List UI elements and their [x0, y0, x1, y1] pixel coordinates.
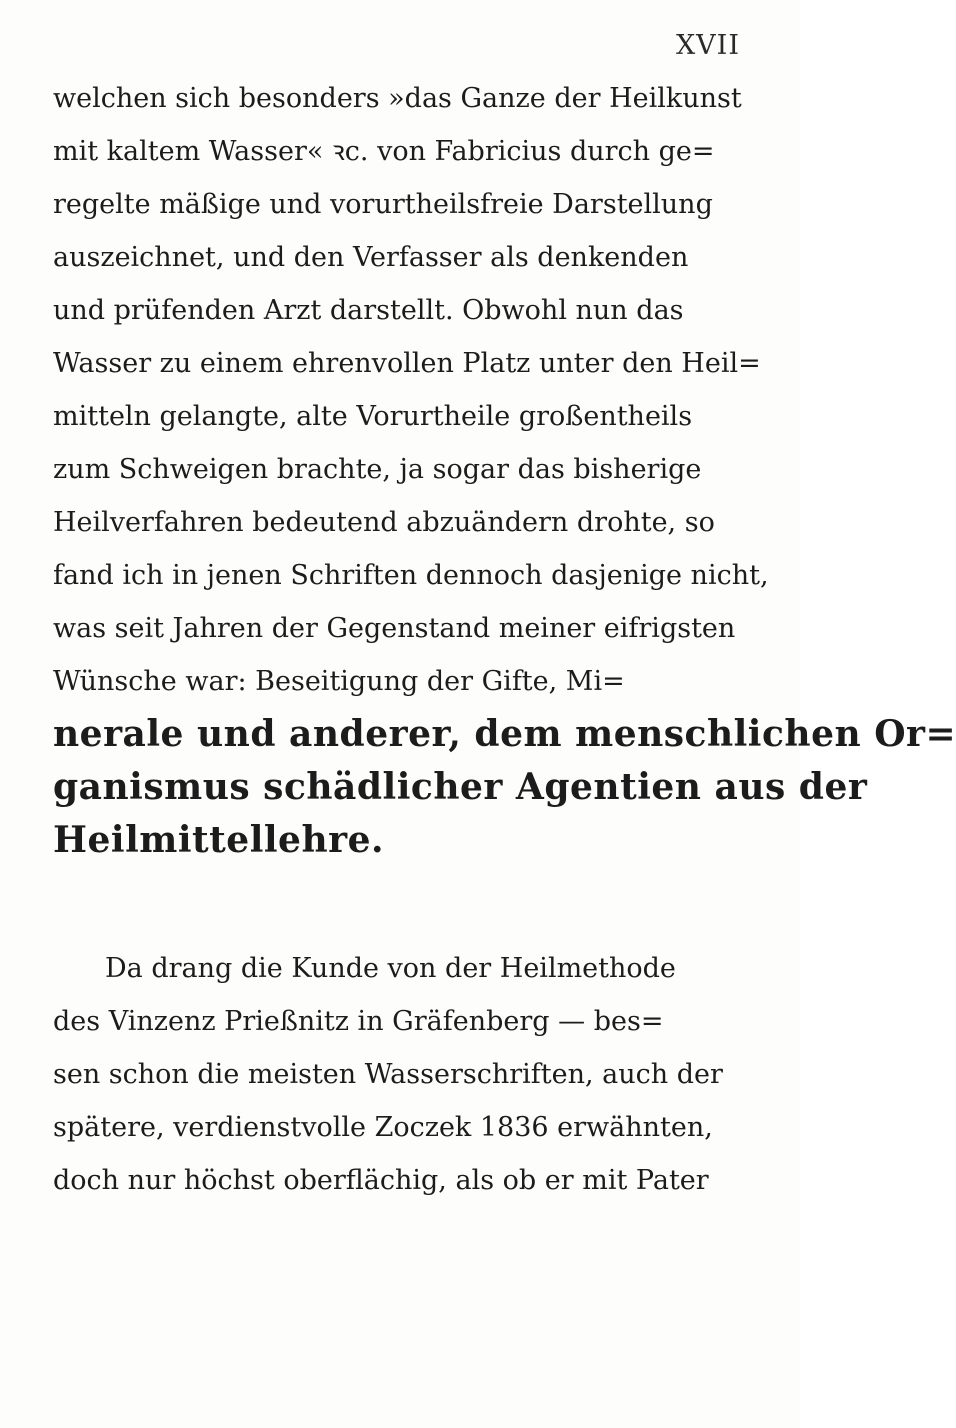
- text-line: doch nur höchst oberflächig, als ob er mit Pater: [53, 1165, 709, 1196]
- text-line: fand ich in jenen Schriften dennoch dasjenige nicht,: [53, 560, 769, 591]
- text-line: auszeichnet, und den Verfasser als denkenden: [53, 242, 689, 273]
- emphasized-line: ganismus schädlicher Agentien aus der: [53, 766, 868, 808]
- text-line: Da drang die Kunde von der Heilmethode: [105, 953, 676, 984]
- text-line: Heilverfahren bedeutend abzuändern drohte, so: [53, 507, 715, 538]
- paragraph-2: [53, 942, 753, 1207]
- text-line: Wasser zu einem ehrenvollen Platz unter den Heil=: [53, 348, 761, 379]
- text-line: mitteln gelangte, alte Vorurtheile großentheils: [53, 401, 693, 432]
- text-line: regelte mäßige und vorurtheilsfreie Darstellung: [53, 189, 713, 220]
- text-line: und prüfenden Arzt darstellt. Obwohl nun das: [53, 295, 684, 326]
- emphasized-line: Heilmittellehre.: [53, 819, 385, 861]
- text-line: spätere, verdienstvolle Zoczek 1836 erwähnten,: [53, 1112, 713, 1143]
- text-line: Wünsche war: Beseitigung der Gifte, Mi=: [53, 666, 625, 697]
- text-line: zum Schweigen brachte, ja sogar das bisherige: [53, 454, 702, 485]
- text-line: des Vinzenz Prießnitz in Gräfenberg — bes=: [53, 1006, 664, 1037]
- emphasized-line: nerale und anderer, dem menschlichen Or=: [53, 713, 956, 755]
- text-line: welchen sich besonders »das Ganze der Heilkunst: [53, 83, 742, 114]
- paragraph-1: [53, 72, 956, 867]
- page-number: XVII: [675, 30, 740, 61]
- text-line: was seit Jahren der Gegenstand meiner eifrigsten: [53, 613, 736, 644]
- text-line: sen schon die meisten Wasserschriften, auch der: [53, 1059, 723, 1090]
- text-line: mit kaltem Wasser« ꝛc. von Fabricius durch ge=: [53, 136, 715, 167]
